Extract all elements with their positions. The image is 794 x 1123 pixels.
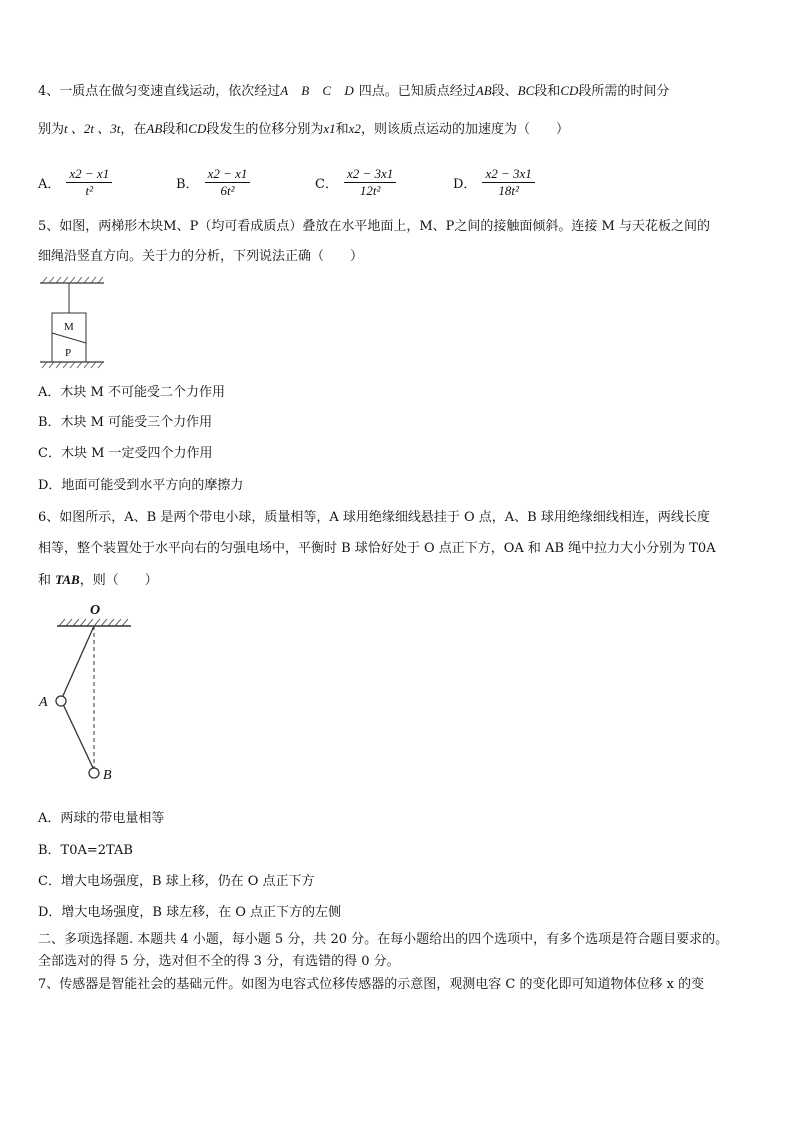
option-label: B． xyxy=(176,177,199,192)
option-label: A． xyxy=(38,177,61,192)
q4-text: 段和 xyxy=(534,84,561,99)
fraction-numerator: x2 − x1 xyxy=(66,166,112,183)
q4-text: 段所需的时间分 xyxy=(578,84,670,99)
q4-text: 4、一质点在做匀变速直线运动，依次经过 xyxy=(38,84,281,99)
q6-tab: TAB xyxy=(55,572,80,587)
q4-times: t 、2t 、3t xyxy=(64,121,121,136)
q4-cd: CD xyxy=(560,83,579,98)
q4-option-b xyxy=(176,166,250,199)
q4-text: ，在 xyxy=(120,122,147,137)
fraction-denominator: 18t² xyxy=(498,183,519,198)
q6-option-c: C．增大电场强度，B 球上移，仍在 O 点正下方 xyxy=(38,874,315,889)
q4-text: 段、 xyxy=(491,84,518,99)
label-p: P xyxy=(65,347,72,359)
section2-line2: 全部选对的得 5 分，选对但不全的得 3 分，有选错的得 0 分。 xyxy=(38,954,400,969)
fraction-denominator: t² xyxy=(85,183,94,198)
ground xyxy=(40,362,104,368)
option-fraction xyxy=(482,166,534,199)
q6-option-b: B．T0A=2TAB xyxy=(38,843,133,858)
fraction-numerator: x2 − 3x1 xyxy=(344,166,396,183)
ceiling xyxy=(40,277,104,283)
q4-option-c xyxy=(315,166,396,199)
q5-line2: 细绳沿竖直方向。关于力的分析，下列说法正确（ ） xyxy=(38,249,364,264)
q4-cd: CD xyxy=(188,121,207,136)
q6-text: 和 xyxy=(38,573,52,588)
string-oa xyxy=(62,626,94,698)
label-b: B xyxy=(103,768,112,783)
q5-line1: 5、如图，两梯形木块M、P（均可看成质点）叠放在水平地面上，M、P之间的接触面倾斜。连接 M 与天花板之间的 xyxy=(38,219,710,234)
q4-option-d xyxy=(453,166,535,199)
fraction-denominator: 6t² xyxy=(220,183,235,198)
q4-line1 xyxy=(38,82,669,101)
option-fraction xyxy=(66,166,112,199)
ball-a xyxy=(56,696,66,706)
q4-points: A B C D xyxy=(280,83,359,98)
q5-figure xyxy=(38,275,108,375)
option-label: D． xyxy=(453,177,477,192)
q4-text: ，则该质点运动的加速度为（ ） xyxy=(360,122,569,137)
q6-line1: 6、如图所示，A、B 是两个带电小球，质量相等，A 球用绝缘细线悬挂于 O 点，A、B 球用绝缘细线相连，两线长度 xyxy=(38,510,710,525)
fraction-denominator: 12t² xyxy=(359,183,381,198)
label-m: M xyxy=(64,321,74,333)
fraction-numerator: x2 − 3x1 xyxy=(482,166,534,183)
string-ab xyxy=(62,702,94,770)
section2-line1: 二、多项选择题. 本题共 4 小题，每小题 5 分，共 20 分。在每小题给出的四个选项中，有多个选项是符合题目要求的。 xyxy=(38,932,729,947)
q6-text: ，则（ ） xyxy=(79,573,158,588)
q4-text: 段和 xyxy=(162,122,189,137)
fraction-numerator: x2 − x1 xyxy=(205,166,251,183)
q5-option-d: D．地面可能受到水平方向的摩擦力 xyxy=(38,478,244,493)
ball-b xyxy=(89,768,99,778)
q4-text: 别为 xyxy=(38,122,65,137)
q5-option-b: B．木块 M 可能受三个力作用 xyxy=(38,415,213,430)
option-fraction xyxy=(344,166,396,199)
q6-line3 xyxy=(38,571,158,590)
q4-line2 xyxy=(38,120,569,139)
q7-line1: 7、传感器是智能社会的基础元件。如图为电容式位移传感器的示意图，观测电容 C 的变化即可知道物体位移 x 的变 xyxy=(38,977,705,992)
ceiling xyxy=(57,619,131,626)
q5-option-c: C．木块 M 一定受四个力作用 xyxy=(38,446,213,461)
label-o: O xyxy=(90,603,101,618)
q6-figure xyxy=(35,598,145,788)
q4-text: 段发生的位移分别为 xyxy=(206,122,324,137)
q4-bc: BC xyxy=(517,83,535,98)
q4-text: 四点。已知质点经过 xyxy=(358,84,476,99)
q6-option-a: A．两球的带电量相等 xyxy=(38,811,165,826)
q4-option-a xyxy=(38,166,112,199)
q6-option-d: D．增大电场强度，B 球左移，在 O 点正下方的左侧 xyxy=(38,905,342,920)
q4-ab: AB xyxy=(146,121,163,136)
q4-x2: x2 xyxy=(348,121,361,136)
option-fraction xyxy=(205,166,251,199)
q4-x1: x1 xyxy=(323,121,336,136)
label-a: A xyxy=(39,695,48,710)
q6-line2: 相等，整个装置处于水平向右的匀强电场中，平衡时 B 球恰好处于 O 点正下方，OA 和 AB 绳中拉力大小分别为 T0A xyxy=(38,541,716,556)
q5-option-a: A．木块 M 不可能受二个力作用 xyxy=(38,385,225,400)
option-label: C． xyxy=(315,177,338,192)
q4-text: 和 xyxy=(335,122,349,137)
q4-ab: AB xyxy=(475,83,492,98)
